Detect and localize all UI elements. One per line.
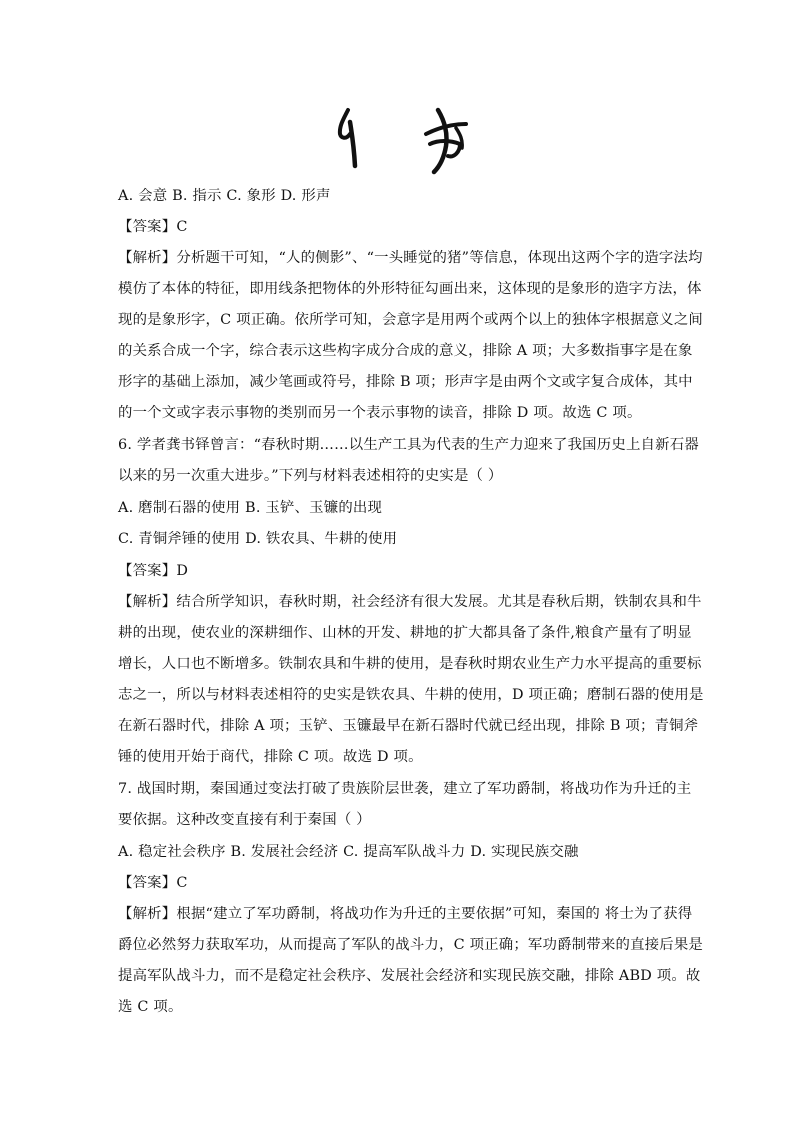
oracle-bone-characters-image [330,100,470,180]
q5-options: A. 会意 B. 指示 C. 象形 D. 形声 [118,188,331,204]
oracle-character-pig-icon [426,110,466,172]
q7-question-line: 要依据。这种改变直接有利于秦国（ ） [118,812,371,828]
q5-answer: 【答案】C [118,219,188,235]
q5-analysis-line: 现的是象形字，C 项正确。依所学可知，会意字是用两个或两个以上的独体字根据意义之间 [118,312,704,328]
q6-analysis-line: 锤的使用开始于商代，排除 C 项。故选 D 项。 [118,749,423,765]
q7-analysis-line: 爵位必然努力获取军功，从而提高了军队的战斗力，C 项正确；军功爵制带来的直接后果是 [118,937,704,953]
q6-answer: 【答案】D [118,563,189,579]
q6-question-line: 以来的另一次重大进步。”下列与材料表述相符的史实是（ ） [118,468,503,484]
q7-analysis-line: 【解析】根据“建立了军功爵制，将战功作为升迁的主要依据”可知，秦国的 将士为了获得 [118,906,693,922]
q7-answer: 【答案】C [118,875,188,891]
q5-analysis-line: 的关系合成一个字，综合表示这些构字成分合成的意义，排除 A 项；大多数指事字是在象 [118,343,693,359]
q6-question-line: 6. 学者龚书铎曾言：“春秋时期……以生产工具为代表的生产力迎来了我国历史上自新石器 [118,437,699,453]
q6-analysis-line: 【解析】结合所学知识，春秋时期，社会经济有很大发展。尤其是春秋后期，铁制农具和牛 [118,594,702,610]
q6-analysis-line: 耕的出现，使农业的深耕细作、山林的开发、耕地的扩大都具备了条件,粮食产量有了明显 [118,625,692,641]
q7-options: A. 稳定社会秩序 B. 发展社会经济 C. 提高军队战斗力 D. 实现民族交融 [118,844,579,860]
q6-analysis-line: 志之一，所以与材料表述相符的史实是铁农具、牛耕的使用，D 项正确；磨制石器的使用是 [118,687,704,703]
q7-question-line: 7. 战国时期，秦国通过变法打破了贵族阶层世袭，建立了军功爵制，将战功作为升迁的主 [118,781,692,797]
q5-analysis-line: 模仿了本体的特征，即用线条把物体的外形特征勾画出来，这体现的是象形的造字方法，体 [118,281,702,297]
oracle-character-person-icon [340,110,355,166]
q5-analysis-line: 的一个文或字表示事物的类别而另一个表示事物的读音，排除 D 项。故选 C 项。 [118,405,642,421]
q7-analysis-line: 选 C 项。 [118,999,183,1015]
q5-analysis-line: 【解析】分析题干可知，“人的侧影”、“一头睡觉的猪”等信息，体现出这两个字的造字法均 [118,250,703,266]
q5-analysis-line: 形字的基础上添加，减少笔画或符号，排除 B 项；形声字是由两个文或字复合成体，其中 [118,374,693,390]
q7-analysis-line: 提高军队战斗力，而不是稳定社会秩序、发展社会经济和实现民族交融，排除 ABD 项。故 [118,968,701,984]
q6-analysis-line: 在新石器时代，排除 A 项；玉铲、玉镰最早在新石器时代就已经出现，排除 B 项；青铜斧 [118,718,699,734]
q6-options-row: A. 磨制石器的使用 B. 玉铲、玉镰的出现 [118,500,383,516]
q6-analysis-line: 增长，人口也不断增多。铁制农具和牛耕的使用，是春秋时期农业生产力水平提高的重要标 [118,656,702,672]
q6-options-row: C. 青铜斧锤的使用 D. 铁农具、牛耕的使用 [118,531,398,547]
